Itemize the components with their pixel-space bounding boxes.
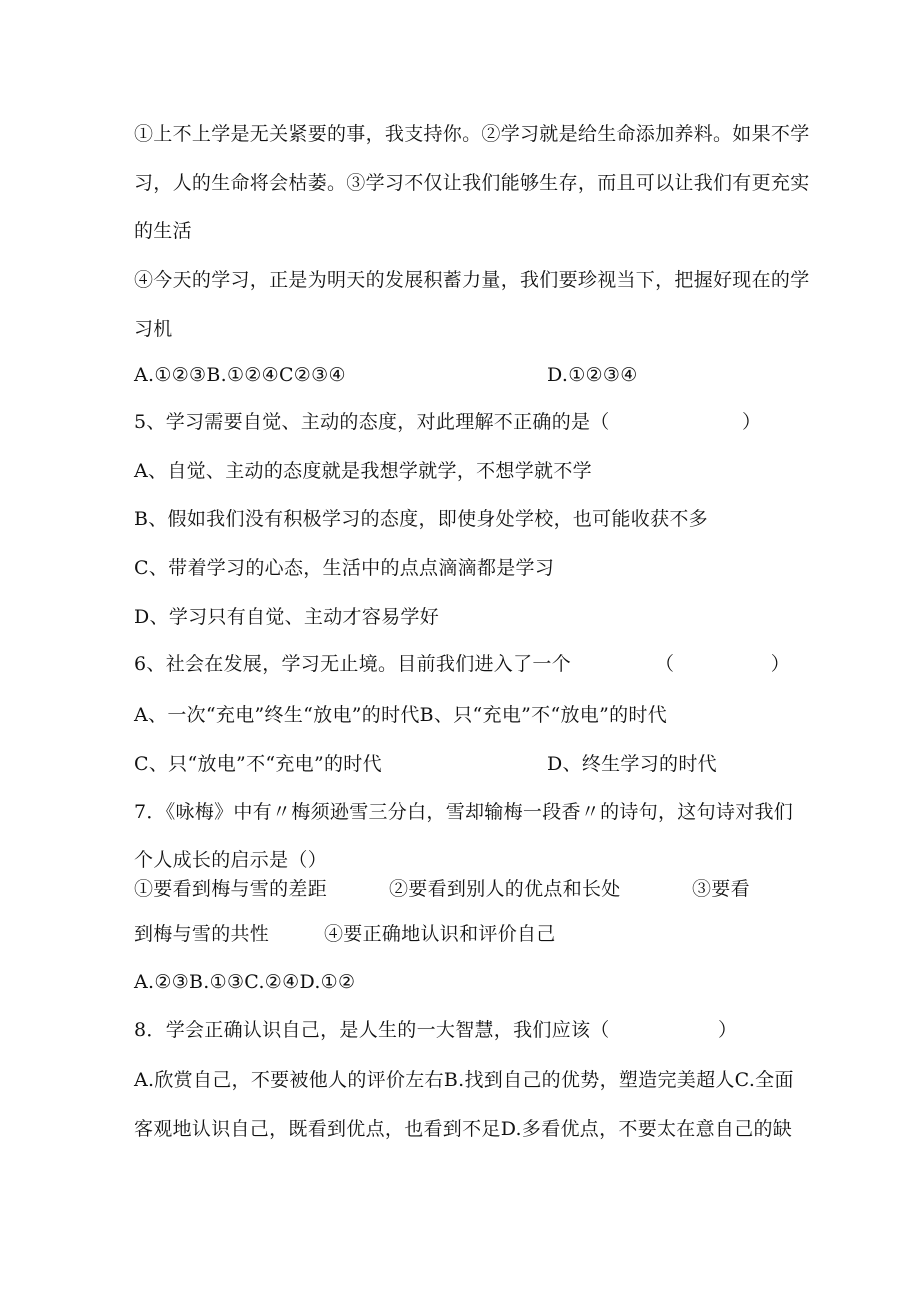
- q4-statement-line-3: 的生活: [134, 220, 192, 242]
- q6-paren: （ ）: [655, 653, 791, 675]
- q4-statement-line-1: ①上不上学是无关紧要的事，我支持你。②学习就是给生命添加养料。如果不学: [134, 123, 810, 145]
- q6-options-ab: A、一次“充电”终生“放电”的时代B、只“充电”不“放电”的时代: [134, 704, 667, 726]
- q7-stem-line-2: 个人成长的启示是（）: [134, 849, 328, 871]
- q7-option-2: ②要看到别人的优点和长处: [389, 878, 621, 900]
- q6-option-d: D、终生学习的时代: [547, 753, 717, 775]
- q6-option-c: C、只“放电”不“充电”的时代: [134, 753, 382, 775]
- q6-stem: 6、社会在发展，学习无止境。目前我们进入了一个: [134, 653, 571, 675]
- q8-stem: 8．学会正确认识自己，是人生的一大智慧，我们应该（: [134, 1019, 610, 1041]
- q8-paren-close: ）: [718, 1019, 738, 1041]
- q4-statement-line-2: 习，人的生命将会枯萎。③学习不仅让我们能够生存，而且可以让我们有更充实: [134, 172, 810, 194]
- q7-option-3-part-1: ③要看: [692, 878, 750, 900]
- q7-option-3-part-2: 到梅与雪的共性: [134, 923, 270, 945]
- q5-option-b: B、假如我们没有积极学习的态度，即使身处学校，也可能收获不多: [134, 508, 708, 530]
- q4-statement-line-5: 习机: [134, 318, 173, 340]
- q5-option-c: C、带着学习的心态，生活中的点点滴滴都是学习: [134, 557, 555, 579]
- q7-answer-options: A.②③B.①③C.②④D.①②: [134, 971, 356, 993]
- q7-stem-line-1: 7．《咏梅》中有〃梅须逊雪三分白，雪却输梅一段香〃的诗句，这句诗对我们: [134, 801, 794, 823]
- q5-option-a: A、自觉、主动的态度就是我想学就学，不想学就不学: [134, 460, 592, 482]
- q8-options-line-1: A.欣赏自己，不要被他人的评价左右B.找到自己的优势，塑造完美超人C.全面: [134, 1069, 794, 1091]
- q5-stem: 5、学习需要自觉、主动的态度，对此理解不正确的是（: [134, 411, 610, 433]
- q8-options-line-2: 客观地认识自己，既看到优点，也看到不足D.多看优点，不要太在意自己的缺: [134, 1118, 793, 1140]
- q4-option-d: D.①②③④: [547, 364, 638, 386]
- q5-paren-close: ）: [742, 411, 762, 433]
- q4-statement-line-4: ④今天的学习，正是为明天的发展积蓄力量，我们要珍视当下，把握好现在的学: [134, 269, 810, 291]
- q4-options-abc: A.①②③B.①②④C②③④: [134, 364, 346, 386]
- q5-option-d: D、学习只有自觉、主动才容易学好: [134, 606, 440, 628]
- q7-option-1: ①要看到梅与雪的差距: [134, 878, 328, 900]
- q7-option-4: ④要正确地认识和评价自己: [324, 923, 556, 945]
